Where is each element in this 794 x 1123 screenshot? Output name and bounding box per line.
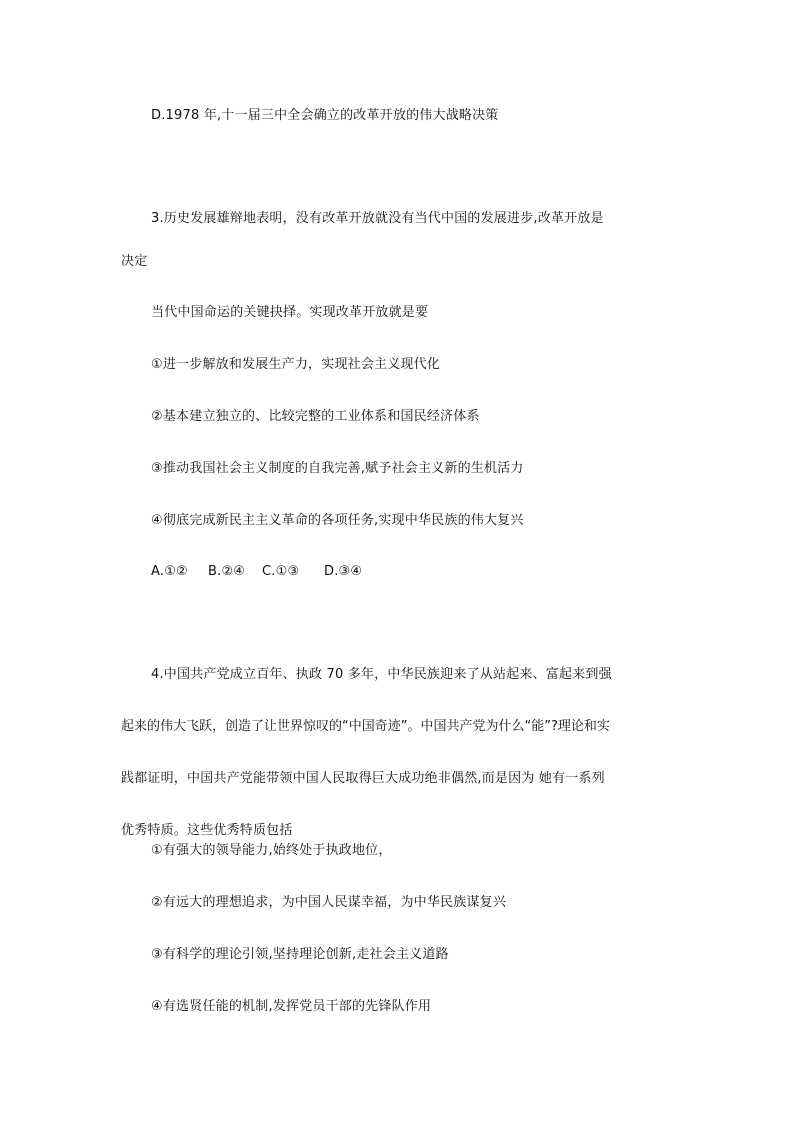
q3-stem-line-1: 3.历史发展雄辩地表明，没有改革开放就没有当代中国的发展进步,改革开放是 <box>151 211 604 226</box>
q4-item-2: ②有远大的理想追求，为中国人民谋幸福，为中华民族谋复兴 <box>151 895 507 910</box>
q2-option-d: D.1978 年,十一届三中全会确立的改革开放的伟大战略决策 <box>151 108 499 123</box>
q3-item-1: ①进一步解放和发展生产力，实现社会主义现代化 <box>151 357 441 372</box>
q4-item-4: ④有选贤任能的机制,发挥党员干部的先锋队作用 <box>151 999 432 1014</box>
q3-item-3: ③推动我国社会主义制度的自我完善,赋予社会主义新的生机活力 <box>151 461 524 476</box>
q4-item-3: ③有科学的理论引领,坚持理论创新,走社会主义道路 <box>151 947 449 962</box>
q4-stem-line-3: 践都证明，中国共产党能带领中国人民取得巨大成功绝非偶然,而是因为 她有一系列 <box>121 771 605 786</box>
q3-item-2: ②基本建立独立的、比较完整的工业体系和国民经济体系 <box>151 409 480 424</box>
q3-choice-d: D.③④ <box>324 564 363 579</box>
q3-choice-a: A.①② <box>151 564 188 579</box>
q4-stem-line-1: 4.中国共产党成立百年、执政 70 多年，中华民族迎来了从站起来、富起来到强 <box>151 667 612 682</box>
q4-stem-line-4: 优秀特质。这些优秀特质包括 <box>121 823 293 838</box>
q3-choice-c: C.①③ <box>262 564 300 579</box>
q3-stem-line-2: 决定 <box>121 254 148 269</box>
q4-item-1: ①有强大的领导能力,始终处于执政地位， <box>151 843 392 858</box>
q4-stem-line-2: 起来的伟大飞跃，创造了让世界惊叹的“中国奇迹”。中国共产党为什么“能”?理论和实 <box>121 719 610 734</box>
q3-choice-b: B.②④ <box>208 564 246 579</box>
q3-stem-line-3: 当代中国命运的关键抉择。实现改革开放就是要 <box>151 305 429 320</box>
q3-item-4: ④彻底完成新民主主义革命的各项任务,实现中华民族的伟大复兴 <box>151 513 524 528</box>
